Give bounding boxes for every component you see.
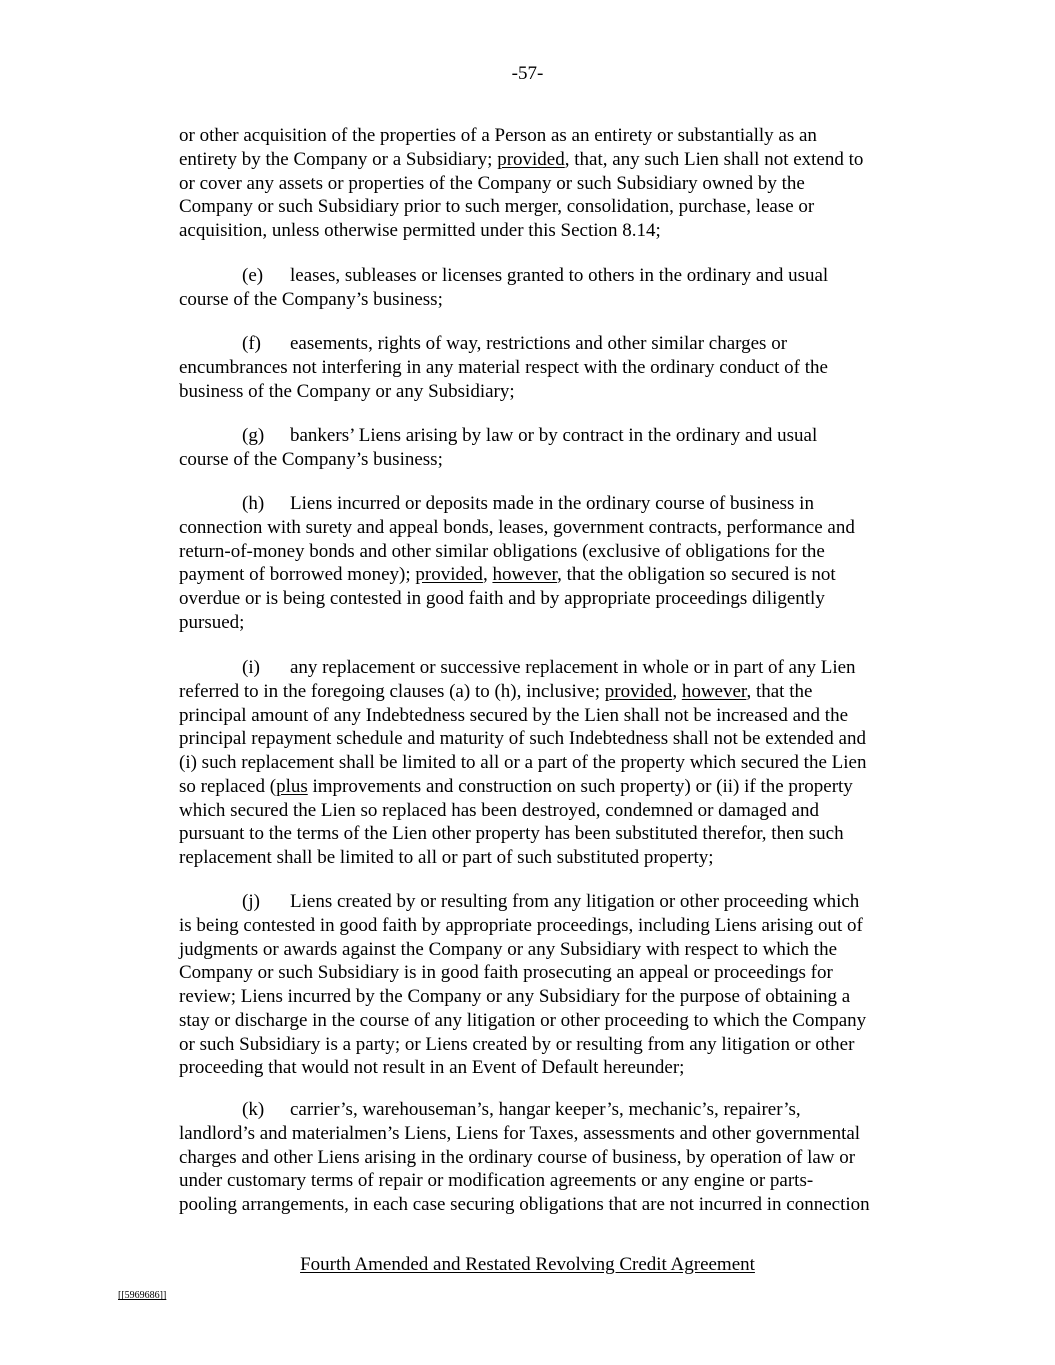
text-line: (g) bankers’ Liens arising by law or by contract in the ordinary and usual [242,425,818,446]
text-line: pursuant to the terms of the Lien other property has been substituted therefor, then such [179,823,844,845]
text-line: or other acquisition of the properties of a Person as an entirety or substantially as an [179,125,817,146]
text-line: entirety by the Company or a Subsidiary; provided, that, any such Lien shall not extend to [179,148,864,170]
clause-e [179,264,939,312]
text-line: acquisition, unless otherwise permitted under this Section 8.14; [179,220,661,241]
page-number: -57- [511,63,544,84]
text-line: payment of borrowed money); provided, however, that the obligation so secured is not [179,564,836,586]
paragraph-continuation [179,124,939,243]
text-line: stay or discharge in the course of any litigation or other proceeding to which the Company [179,1009,867,1031]
text-line: (i) such replacement shall be limited to all or a part of the property which secured the Lien [179,752,867,773]
text-line: or such Subsidiary is a party; or Liens created by or resulting from any litigation or other [179,1033,855,1055]
text-line: replacement shall be limited to all or part of such substituted property; [179,847,714,868]
text-line: overdue or is being contested in good faith and by appropriate proceedings diligently [179,588,825,609]
clause-label: (f) [242,333,261,354]
text-line: (f) easements, rights of way, restrictions and other similar charges or [242,333,788,354]
underlined-term: however [681,680,747,702]
clause-g [179,424,939,472]
underlined-term: provided [497,148,565,170]
clause-f [179,332,939,403]
footer-title-text: Fourth Amended and Restated Revolving Credit Agreement [300,1254,755,1275]
text-line: is being contested in good faith by appropriate proceedings, including Liens arising out of [179,914,863,936]
text-line: return-of-money bonds and other similar obligations (exclusive of obligations for the [179,540,825,562]
text-line: or cover any assets or properties of the Company or such Subsidiary owned by the [179,172,805,194]
clause-label: (e) [242,265,264,286]
text-line: under customary terms of repair or modification agreements or any engine or parts- [179,1170,814,1192]
text-line: Company or such Subsidiary prior to such merger, consolidation, purchase, lease or [179,196,815,218]
underlined-term: however [492,564,558,586]
clause-label: (i) [242,657,260,678]
text-line: review; Liens incurred by the Company or any Subsidiary for the purpose of obtaining a [179,986,851,1007]
text-line: (e) leases, subleases or licenses granted to others in the ordinary and usual [242,265,829,286]
clause-label: (j) [242,891,260,912]
text-line: which secured the Lien so replaced has been destroyed, condemned or damaged and [179,799,819,821]
text-line: charges and other Liens arising in the ordinary course of business, by operation of law or [179,1146,856,1168]
clause-label: (h) [242,493,265,514]
underlined-term: plus [276,775,308,797]
clause-j [179,890,939,1080]
underlined-term: provided [604,680,673,702]
text-line: referred to in the foregoing clauses (a) to (h), inclusive; provided, however, that the [179,680,813,702]
text-line: encumbrances not interfering in any material respect with the ordinary conduct of the [179,356,828,378]
text-line: landlord’s and materialmen’s Liens, Liens for Taxes, assessments and other governmental [179,1122,861,1144]
text-line: Company or such Subsidiary is in good faith prosecuting an appeal or proceedings for [179,962,833,984]
clause-i [179,656,939,870]
text-line: connection with surety and appeal bonds, leases, government contracts, performance and [179,516,855,538]
document-id: [[5969686]] [118,1290,167,1301]
clause-h [179,492,939,635]
text-line: so replaced (plus improvements and construction on such property) or (ii) if the property [179,775,853,797]
text-line: proceeding that would not result in an Event of Default hereunder; [179,1057,685,1079]
text-line: business of the Company or any Subsidiary; [179,380,515,402]
clause-label: (g) [242,425,265,446]
clause-k [179,1098,939,1217]
text-line: (i) any replacement or successive replacement in whole or in part of any Lien [242,657,856,678]
clause-label: (k) [242,1099,265,1120]
text-line: course of the Company’s business; [179,288,443,310]
text-line: course of the Company’s business; [179,448,443,470]
underlined-term: provided [415,564,483,586]
text-line: (k) carrier’s, warehouseman’s, hangar keeper’s, mechanic’s, repairer’s, [242,1099,801,1120]
text-line: judgments or awards against the Company or any Subsidiary with respect to which the [179,938,838,960]
text-line: (h) Liens incurred or deposits made in the ordinary course of business in [242,493,814,514]
text-line: pursued; [179,611,245,633]
text-line: principal repayment schedule and maturity of such Indebtedness shall not be extended and [179,728,866,750]
text-line: principal amount of any Indebtedness secured by the Lien shall not be increased and the [179,704,848,726]
text-line: pooling arrangements, in each case securing obligations that are not incurred in connection [179,1194,870,1215]
text-line: (j) Liens created by or resulting from any litigation or other proceeding which [242,891,860,912]
footer-title [0,1253,1055,1277]
